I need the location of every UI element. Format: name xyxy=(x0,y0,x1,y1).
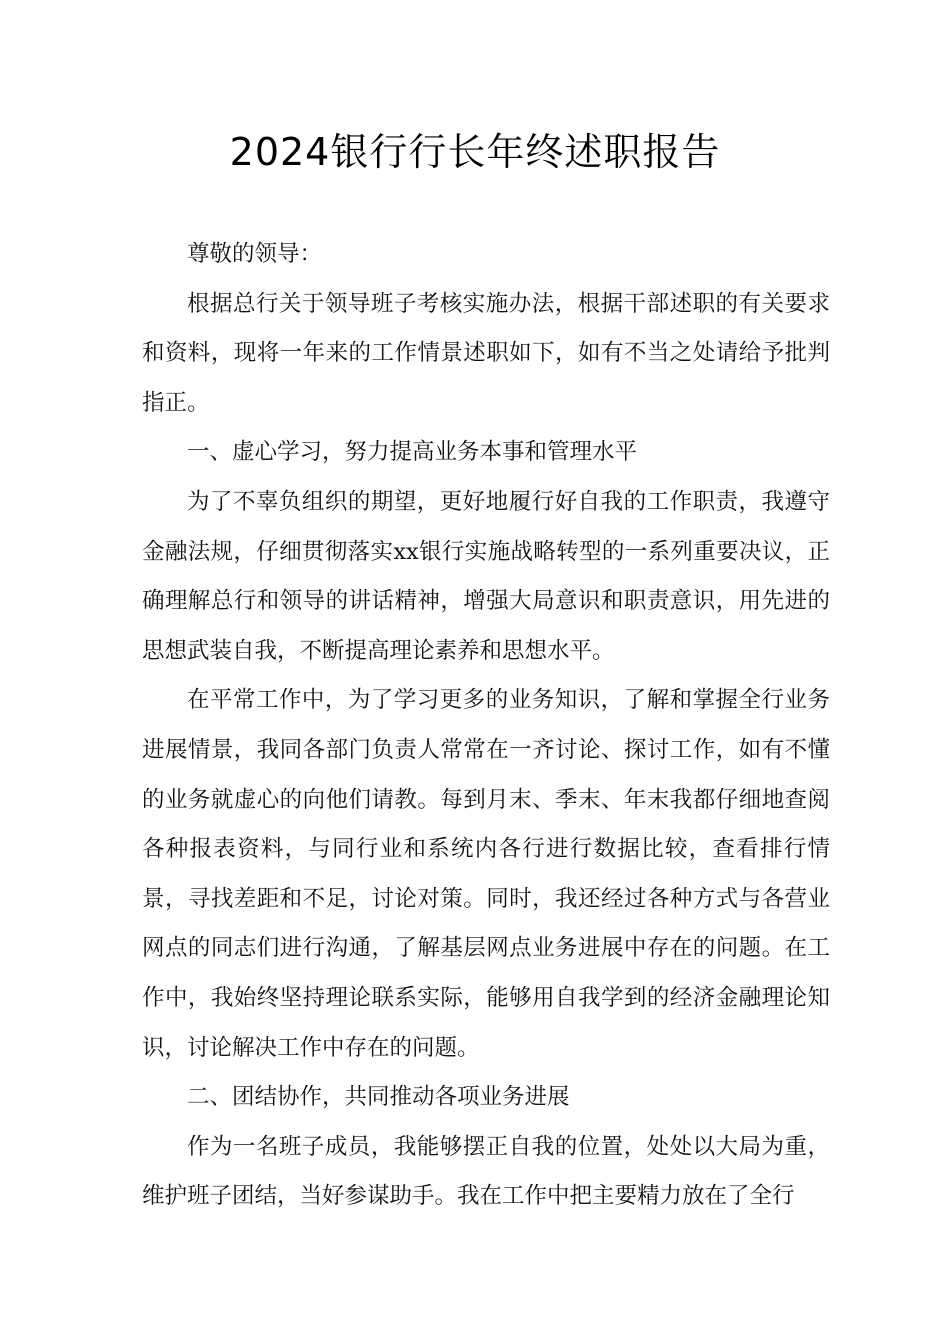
section-heading-1: 一、虚心学习，努力提高业务本事和管理水平 xyxy=(187,439,638,466)
document-body xyxy=(142,230,830,1222)
section-heading-2: 二、团结协作，共同推动各项业务进展 xyxy=(187,1084,570,1111)
paragraph-daily-work: 在平常工作中，为了学习更多的业务知识，了解和掌握全行业务进展情景，我同各部门负责人常常在一齐讨论、探讨工作，如有不懂的业务就虚心的向他们请教。每到月末、季末、年末我都仔细地查阅各种报表资料，与同行业和系统内各行进行数据比较，查看排行情景，寻找差距和不足，讨论对策。同时，我还经过各种方式与各营业网点的同志们进行沟通，了解基层网点业务进展中存在的问题。在工作中，我始终坚持理论联系实际，能够用自我学到的经济金融理论知识，讨论解决工作中存在的问题。 xyxy=(142,687,830,1061)
document-title: 2024银行行长年终述职报告 xyxy=(229,130,721,174)
salutation: 尊敬的领导： xyxy=(187,241,323,267)
paragraph-intro: 根据总行关于领导班子考核实施办法，根据干部述职的有关要求和资料，现将一年来的工作情景述职如下，如有不当之处请给予批判指正。 xyxy=(142,290,830,416)
paragraph-teamwork: 作为一名班子成员，我能够摆正自我的位置，处处以大局为重，维护班子团结，当好参谋助手。我在工作中把主要精力放在了全行 xyxy=(142,1133,830,1210)
paragraph-study: 为了不辜负组织的期望，更好地履行好自我的工作职责，我遵守金融法规，仔细贯彻落实xx银行实施战略转型的一系列重要决议，正确理解总行和领导的讲话精神，增强大局意识和职责意识，用先进的思想武装自我，不断提高理论素养和思想水平。 xyxy=(142,488,830,664)
